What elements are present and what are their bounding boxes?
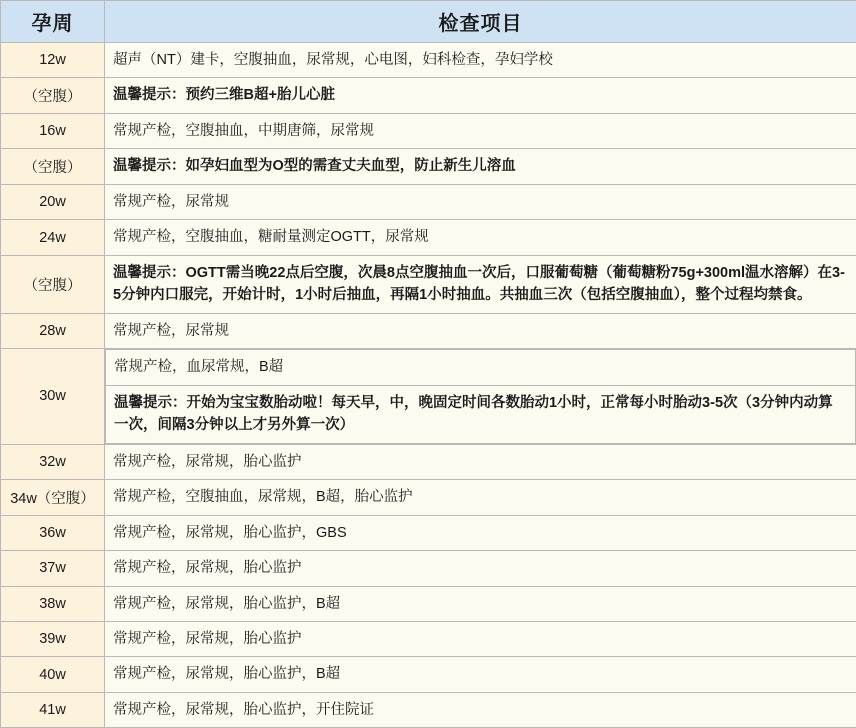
week-cell: 20w <box>1 184 105 219</box>
items-text: 常规产检，尿常规，胎心监护，开住院证 <box>105 692 856 727</box>
table-body <box>1 43 856 728</box>
table-row <box>1 78 856 113</box>
items-text: 超声（NT）建卡，空腹抽血，尿常规，心电图，妇科检查，孕妇学校 <box>105 43 856 78</box>
week-cell: （空腹） <box>1 149 105 184</box>
week-cell: 40w <box>1 657 105 692</box>
items-text: 常规产检，尿常规 <box>105 184 856 219</box>
header-week: 孕周 <box>1 1 105 43</box>
table-row <box>1 184 856 219</box>
week-cell: 34w（空腹） <box>1 480 105 515</box>
table-row <box>1 43 856 78</box>
table-row <box>1 255 856 313</box>
table-row <box>1 657 856 692</box>
items-subrow <box>106 350 856 385</box>
tip-text: 温馨提示：预约三维B超+胎儿心脏 <box>105 78 856 113</box>
week-cell: 36w <box>1 515 105 550</box>
week-cell: 37w <box>1 551 105 586</box>
items-text: 常规产检，尿常规，胎心监护 <box>105 551 856 586</box>
items-subrow <box>106 385 856 443</box>
items-text: 常规产检，尿常规，胎心监护，B超 <box>105 657 856 692</box>
items-text: 常规产检，尿常规，胎心监护 <box>105 621 856 656</box>
week-cell: 16w <box>1 113 105 148</box>
items-text: 常规产检，空腹抽血，尿常规，B超，胎心监护 <box>105 480 856 515</box>
items-text: 常规产检，空腹抽血，中期唐筛，尿常规 <box>105 113 856 148</box>
table-row <box>1 313 856 348</box>
tip-text: 温馨提示：如孕妇血型为O型的需查丈夫血型，防止新生儿溶血 <box>105 149 856 184</box>
week-cell: （空腹） <box>1 255 105 313</box>
items-text: 常规产检，尿常规 <box>105 313 856 348</box>
items-text: 常规产检，血尿常规，B超 <box>106 350 856 385</box>
header-items: 检查项目 <box>105 1 856 43</box>
items-text: 常规产检，尿常规，胎心监护，GBS <box>105 515 856 550</box>
items-text: 常规产检，尿常规，胎心监护，B超 <box>105 586 856 621</box>
tip-text: 温馨提示：开始为宝宝数胎动啦！每天早，中，晚固定时间各数胎动1小时，正常每小时胎动3-5次（3分钟内动算一次，间隔3分钟以上才另外算一次） <box>106 385 856 443</box>
table-row <box>1 444 856 479</box>
tip-text: 温馨提示：OGTT需当晚22点后空腹，次晨8点空腹抽血一次后，口服葡萄糖（葡萄糖粉75g+300ml温水溶解）在3-5分钟内口服完，开始计时，1小时后抽血，再隔1小时抽血。共抽血三次（包括空腹抽血），整个过程均禁食。 <box>105 255 856 313</box>
table-row <box>1 149 856 184</box>
items-subtable <box>105 349 856 443</box>
table-row <box>1 480 856 515</box>
table-row <box>1 551 856 586</box>
week-cell: 30w <box>1 349 105 444</box>
table-header <box>1 1 856 43</box>
week-cell: （空腹） <box>1 78 105 113</box>
week-cell: 39w <box>1 621 105 656</box>
header-row <box>1 1 856 43</box>
week-cell: 24w <box>1 220 105 255</box>
table-row <box>1 621 856 656</box>
table-row <box>1 586 856 621</box>
week-cell: 12w <box>1 43 105 78</box>
table-row <box>1 220 856 255</box>
items-cell-group <box>105 349 856 444</box>
items-text: 常规产检，尿常规，胎心监护 <box>105 444 856 479</box>
week-cell: 32w <box>1 444 105 479</box>
table-row <box>1 515 856 550</box>
table-row <box>1 692 856 727</box>
week-cell: 28w <box>1 313 105 348</box>
week-cell: 41w <box>1 692 105 727</box>
table-row <box>1 349 856 444</box>
table-row <box>1 113 856 148</box>
items-text: 常规产检，空腹抽血，糖耐量测定OGTT，尿常规 <box>105 220 856 255</box>
week-cell: 38w <box>1 586 105 621</box>
